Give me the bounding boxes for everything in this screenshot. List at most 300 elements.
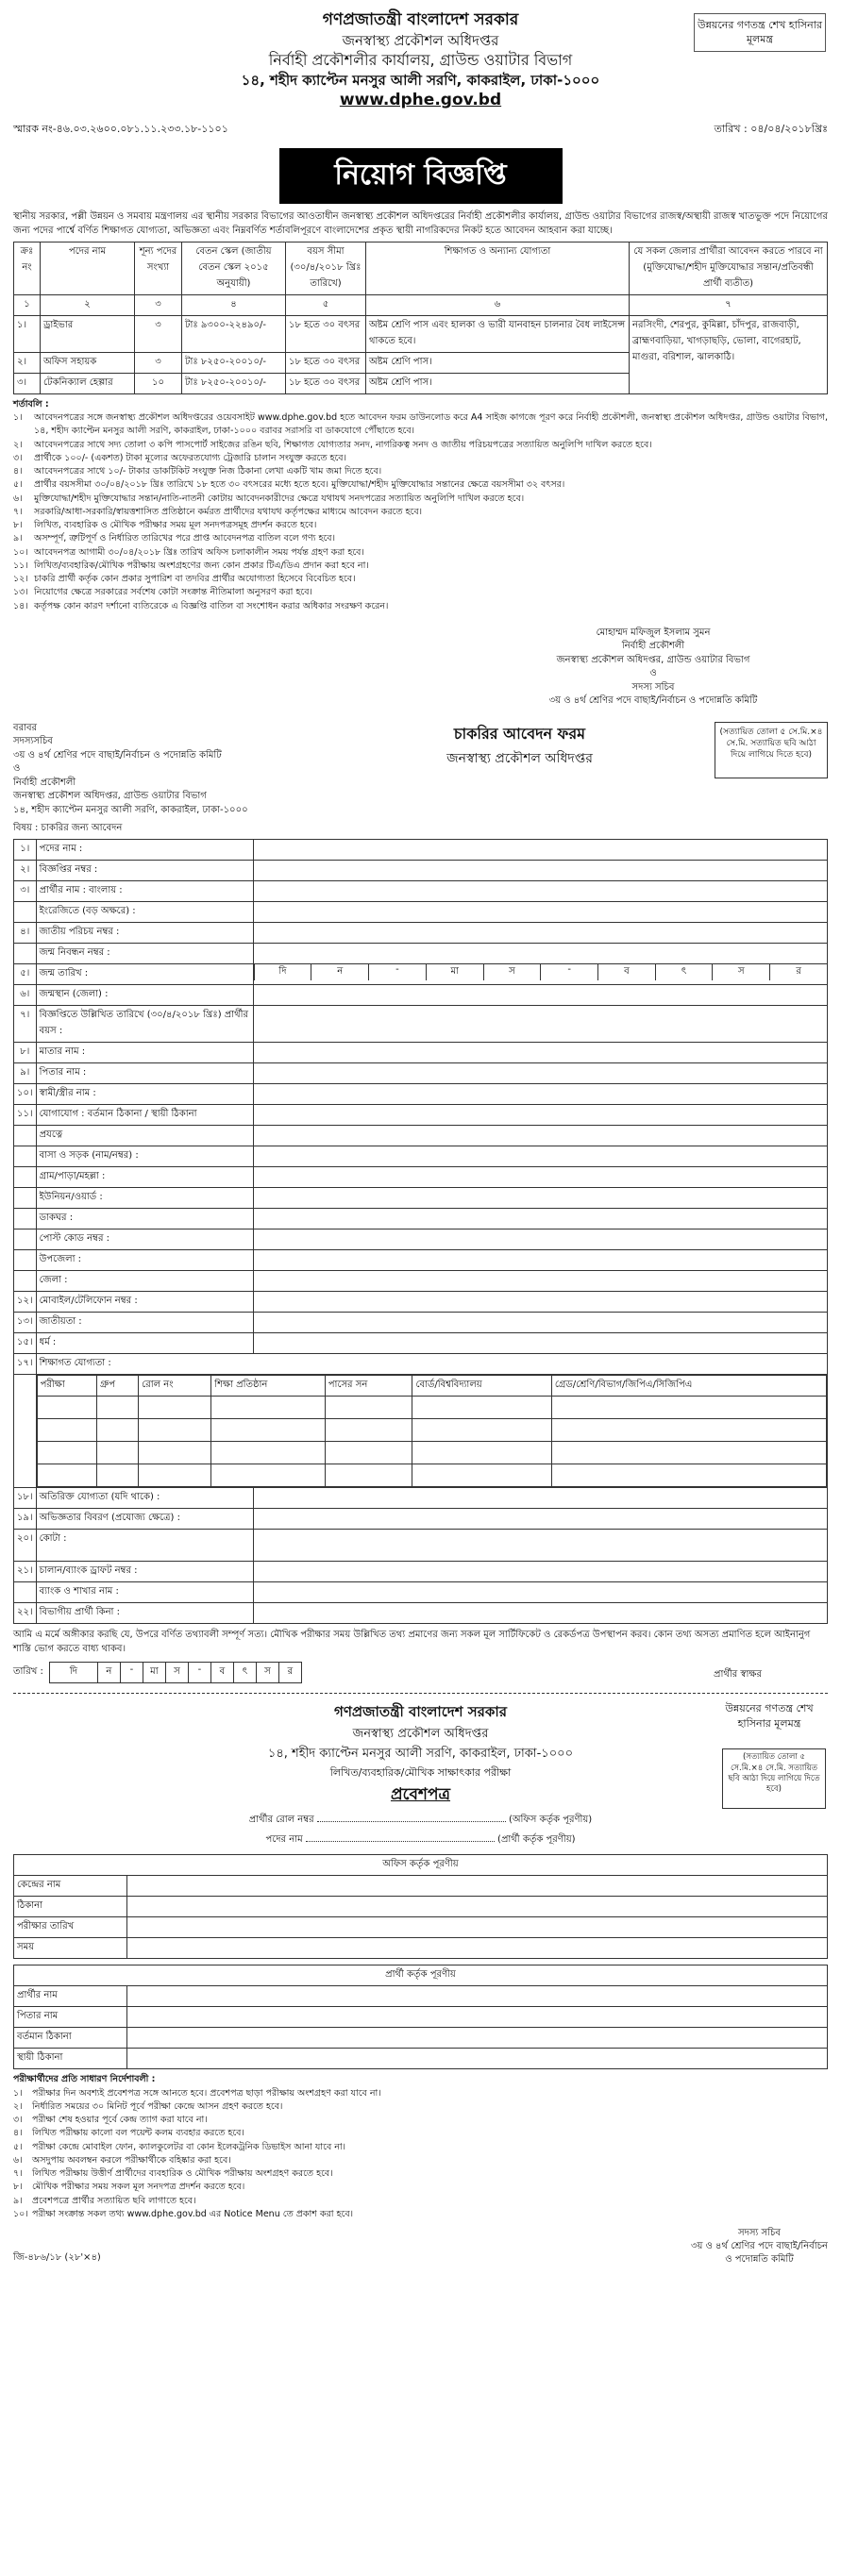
row-label: প্রযত্নে [36,1126,253,1146]
row-num: ১৫। [14,1333,37,1354]
post-office-field[interactable] [253,1209,827,1229]
dob-box: স [712,964,769,980]
cand-name-field[interactable] [127,1986,828,2007]
row-num [14,1250,37,1271]
row-label: জন্ম তারিখ : [36,964,253,985]
condition-item [13,546,828,560]
row-label: ধর্ম : [36,1333,253,1354]
cell: ২। [14,352,41,373]
cell: অষ্টম শ্রেণি পাস এবং হালকা ও ভারী যানবাহন চালনার বৈধ লাইসেন্স থাকতে হবে। [366,315,630,352]
to-line: ১৪, শহীদ ক্যাপ্টেন মনসুর আলী সরণি, কাকরাইল, ঢাকা-১০০০ [13,804,248,815]
dob-box: ৎ [655,964,713,980]
edu-row[interactable] [37,1442,826,1464]
row-label: বিজ্ঞপ্তিতে উল্লিখিত তারিখে (৩০/৪/২০১৮ খ্রিঃ) প্রার্থীর বয়স : [36,1006,253,1043]
instruction-item [13,2167,828,2181]
date-box: ব [210,1663,233,1682]
form-row [14,985,828,1006]
to-line: সদস্যসচিব [13,736,53,747]
condition-num: ৫। [13,479,23,491]
to-line: জনস্বাস্থ্য প্রকৌশল অধিদপ্তর, গ্রাউন্ড ওয়াটার বিভাগ [13,791,207,802]
row-label: শিক্ষাগত যোগ্যতা : [36,1354,827,1375]
cell: ৩। [14,373,41,393]
row-num [14,1582,37,1603]
applicant-signature[interactable]: প্রার্থীর স্বাক্ষর [714,1669,762,1681]
row-num [14,1146,37,1167]
row-label: জাতীয় পরিচয় নম্বর : [36,923,253,944]
admit-address: ১৪, শহীদ ক্যাপ্টেন মনসুর আলী সরণি, কাকরাইল, ঢাকা-১০০০ [267,1747,574,1762]
instr-text: অসদুপায় অবলম্বন করলে পরীক্ষার্থীকে বহিষ্কার করা হবে। [32,2154,231,2166]
phone-field[interactable] [253,1292,827,1313]
form-row [14,944,828,964]
date-box: র [278,1663,301,1682]
cand-label: পিতার নাম [14,2007,127,2028]
cell: ৩ [135,315,182,352]
row-num [14,1126,37,1146]
posts-header-row [14,242,828,294]
dob-box: র [769,964,827,980]
row-num: ২০। [14,1530,37,1562]
cell: ১। [14,315,41,352]
instr-text: পরীক্ষার দিন অবশ্যই প্রবেশপত্র সঙ্গে আনতে হবে। প্রবেশপত্র ছাড়া পরীক্ষায় অংশগ্রহণ করা যাবে না। [32,2087,381,2099]
declaration: আমি এ মর্মে অঙ্গীকার করছি যে, উপরে বর্ণিত তথ্যাবলী সম্পূর্ণ সত্য। মৌখিক পরীক্ষার সময় উল্লিখিত তথ্য প্রমাণের জন্য সকল মূল সার্টিফিকেট ও রেকর্ডপত্র উপস্থাপন করব। কোন তথ্য অসত্য প্রমাণিত হলে আইনানুগ শাস্তি ভোগ করতে বাধ্য থাকব। [13,1630,811,1655]
col-post: পদের নাম [41,242,135,294]
instr-text: পরীক্ষা শেষ হওয়ার পূর্বে কেন্দ্র ত্যাগ করা যাবে না। [32,2115,208,2126]
condition-num: ১৩। [13,587,28,598]
admit-title: প্রবেশপত্র [390,1785,451,1805]
condition-num: ২। [13,439,23,450]
birth-reg-field[interactable] [253,944,827,964]
cand-father-field[interactable] [127,2007,828,2028]
form-row [14,902,828,923]
signer-office: জনস্বাস্থ্য প্রকৌশল অধিদপ্তর, গ্রাউন্ড ওয়াটার বিভাগ [556,654,750,665]
instruction-item [13,2127,828,2140]
row-label: জেলা : [36,1271,253,1292]
cand-present-addr-field[interactable] [127,2028,828,2049]
condition-num: ১২। [13,574,28,585]
form-row [14,1063,828,1084]
row-num [14,902,37,923]
row-num [14,1229,37,1250]
instr-text: নির্ধারিত সময়ের ৩০ মিনিট পূর্বে পরীক্ষা কেন্দ্রে আসন গ্রহণ করতে হবে। [32,2100,283,2112]
form-row [14,1167,828,1188]
roll-field[interactable] [317,1821,506,1822]
form-row [14,1562,828,1582]
district-field[interactable] [253,1271,827,1292]
form-row [14,1354,828,1375]
candidate-table [13,1965,828,2069]
cell: ৩ [135,352,182,373]
form-row [14,1105,828,1126]
date-box: ন [97,1663,120,1682]
col-vacancy: শূন্য পদের সংখ্যা [135,242,182,294]
condition-num: ৪। [13,466,23,477]
admit-dept: জনস্বাস্থ্য প্রকৌশল অধিদপ্তর [352,1727,489,1742]
signer-role: সদস্য সচিব [631,681,675,693]
signer-title: নির্বাহী প্রকৌশলী [621,641,685,652]
edu-row[interactable] [37,1464,826,1487]
row-num: ১। [14,840,37,861]
upazila-field[interactable] [253,1250,827,1271]
instr-num: ১। [13,2087,23,2099]
row-label: যোগাযোগ : বর্তমান ঠিকানা / স্থায়ী ঠিকানা [36,1105,253,1126]
religion-field[interactable] [253,1333,827,1354]
cand-caption: প্রার্থী কর্তৃক পূরণীয় [14,1965,828,1986]
form-row [14,1271,828,1292]
centre-field[interactable] [127,1876,828,1897]
condition-num: ৬। [13,493,23,504]
row-label: অভিজ্ঞতার বিবরণ (প্রযোজ্য ক্ষেত্রে) : [36,1509,253,1530]
notice-number-field[interactable] [253,861,827,881]
website-link[interactable]: www.dphe.gov.bd [339,91,502,110]
union-field[interactable] [253,1188,827,1209]
application-form [13,839,828,1624]
ref-row [13,121,828,139]
notice-title: নিয়োগ বিজ্ঞপ্তি [279,148,563,204]
caption-row [14,1965,828,1986]
form-row [14,1313,828,1333]
condition-num: ১০। [13,546,28,558]
form-subtitle: জনস্বাস্থ্য প্রকৌশল অধিদপ্তর [446,750,593,766]
cand-label: প্রার্থীর নাম [14,1986,127,2007]
form-row [14,1084,828,1105]
posts-number-row [14,294,828,315]
date-box: - [120,1663,143,1682]
admit-footer [13,2227,828,2267]
notice-intro: স্থানীয় সরকার, পল্লী উন্নয়ন ও সমবায় মন্ত্রণালয় এর স্থানীয় সরকার বিভাগের আওতাধীন জনস্বাস্থ্য প্রকৌশল অধিদপ্তরের নির্বাহী প্রকৌশলীর কার্যালয়, গ্রাউন্ড ওয়াটার বিভাগের রাজস্ব/অস্থায়ী রাজস্ব খাতভুক্ত পদে নিয়োগের জন্য পদের পার্শ্বে বর্ণিত শিক্ষাগত যোগ্যতা, অভিজ্ঞতা এবং নিম্নবর্ণিত শর্তাবলিপূরণে বাংলাদেশের প্রকৃত স্থায়ী নাগরিকদের নিকট হতে আবেদন আহবান করা যাচ্ছে। [13,210,828,236]
post-code-field[interactable] [253,1229,827,1250]
condition-item [13,411,828,439]
print-code: জি-৪৮৬/১৮ (২৮'×৪) [13,2252,101,2264]
row-label: অতিরিক্ত যোগ্যতা (যদি থাকে) : [36,1488,253,1509]
num-cell: ৫ [286,294,366,315]
form-row [14,861,828,881]
form-row [14,1530,828,1562]
dob-box: স [483,964,541,980]
office-label: পরীক্ষার তারিখ [14,1917,127,1938]
conditions [13,398,828,613]
edu-row[interactable] [37,1419,826,1442]
form-row [14,1375,828,1488]
office-address: ১৪, শহীদ ক্যাপ্টেন মনসুর আলী সরণি, কাকরাইল, ঢাকা-১০০০ [241,71,600,89]
instr-num: ৭। [13,2168,23,2180]
date-box: - [188,1663,210,1682]
cell: ১৮ হতে ৩০ বৎসর [286,373,366,393]
office-label: সময় [14,1938,127,1959]
dob-box: - [540,964,597,980]
num-cell: ৬ [366,294,630,315]
form-row [14,1292,828,1313]
row-label: পদের নাম : [36,840,253,861]
spouse-name-field[interactable] [253,1084,827,1105]
instr-num: ৫। [13,2141,23,2152]
office-table [13,1854,828,1959]
gov-name: গণপ্রজাতন্ত্রী বাংলাদেশ সরকার [322,10,519,29]
admit-photo-box[interactable]: (সত্যায়িত তোলা ৫ সে.মি.×৪ সে.মি. সত্যায়িত ছবি আঠা দিয়ে লাগিয়ে দিতে হবে) [722,1748,826,1809]
address-header [253,1105,827,1126]
row-num: ১২। [14,1292,37,1313]
col-qualification: শিক্ষাগত ও অন্যান্য যোগ্যতা [366,242,630,294]
care-of-field[interactable] [253,1126,827,1146]
admit-card [13,1693,828,2267]
form-row [14,923,828,944]
age-field[interactable] [253,1006,827,1043]
row-label: জন্মস্থান (জেলা) : [36,985,253,1006]
condition-text: সরকারি/আধা-সরকারি/স্বায়ত্তশাসিত প্রতিষ্ঠানে কর্মরত প্রার্থীদের যথাযথ কর্তৃপক্ষের মাধ্যমে আবেদন করতে হবে। [34,506,423,517]
instruction-item [13,2181,828,2194]
row-label: বিভাগীয় প্রার্থী কিনা : [36,1603,253,1624]
form-row [14,1509,828,1530]
row-label: পোস্ট কোড নম্বর : [36,1229,253,1250]
condition-num: ৯। [13,533,23,544]
row-label: বিজ্ঞপ্তির নম্বর : [36,861,253,881]
edu-col: গ্রুপ [96,1376,138,1397]
row-label: মাতার নাম : [36,1043,253,1063]
office-label: ঠিকানা [14,1897,127,1917]
edu-col: রোল নং [139,1376,211,1397]
condition-num: ৩। [13,452,23,463]
declaration-date [13,1662,302,1683]
name-bangla-field[interactable] [253,881,827,902]
condition-num: ৭। [13,506,23,517]
form-row [14,1209,828,1229]
cell: নরসিংদী, শেরপুর, কুমিল্লা, চাঁদপুর, রাজবাড়ী, ব্রাহ্মণবাড়িয়া, খাগড়াছড়ি, ভোলা, বাগেরহাট, মাগুরা, বরিশাল, ঝালকাঠি। [630,315,828,393]
row-num: ৪। [14,923,37,944]
row-num: ১৮। [14,1488,37,1509]
roll-note: (অফিস কর্তৃক পূরণীয়) [509,1815,593,1826]
instruction-item [13,2141,828,2154]
admit-motto: উন্নয়নের গণতন্ত্র শেখ হাসিনার মূলমন্ত্র [725,1702,814,1730]
to-line: বরাবর [13,722,38,733]
condition-num: ১৪। [13,600,28,611]
instr-text: প্রবেশপত্রে প্রার্থীর সত্যায়িত ছবি লাগাতে হবে। [32,2195,196,2206]
date-box: স [256,1663,278,1682]
condition-text: আবেদনপত্র আগামী ৩০/০৪/২০১৮ খ্রিঃ তারিখ অফিস চলাকালীন সময় পর্যন্ত গ্রহণ করা হবে। [34,546,364,558]
father-name-field[interactable] [253,1063,827,1084]
bank-field[interactable] [253,1582,827,1603]
exam-date-field[interactable] [127,1917,828,1938]
instr-num: ৪। [13,2128,23,2139]
condition-text: লিখিত/ব্যবহারিক/মৌখিক পরীক্ষায় অংশগ্রহণের জন্য কোন প্রকার টিএ/ডিএ প্রদান করা হবে না। [34,560,369,571]
signer-and: ও [649,668,657,679]
centre-address-field[interactable] [127,1897,828,1917]
num-cell: ১ [14,294,41,315]
instr-text: লিখিত পরীক্ষায় উত্তীর্ণ প্রার্থীদের ব্যবহারিক ও মৌখিক পরীক্ষায় অংশগ্রহণ করতে হবে। [32,2168,333,2180]
instr-text: লিখিত পরীক্ষায় কালো বল পয়েন্ট কলম ব্যবহার করতে হবে। [32,2128,244,2139]
sec-line: ও পদোন্নতি কমিটি [725,2254,794,2266]
cell: ১০ [135,373,182,393]
condition-item [13,439,828,452]
quota-field[interactable] [253,1530,827,1562]
condition-item [13,519,828,532]
instruction-item [13,2208,828,2221]
num-cell: ৩ [135,294,182,315]
photo-box[interactable]: (সত্যায়িত তোলা ৫ সে.মি.×৪ সে.মি. সত্যায়িত ছবি আঠা দিয়ে লাগিয়ে দিতে হবে) [715,722,828,778]
condition-item [13,532,828,545]
form-subject: বিষয় : চাকরির জন্য আবেদন [13,823,123,834]
form-top [13,722,828,818]
nid-field[interactable] [253,923,827,944]
post-row [14,315,828,352]
row-label: বাসা ও সড়ক (নাম/নম্বর) : [36,1146,253,1167]
edu-col: পরীক্ষা [37,1376,96,1397]
condition-num: ১১। [13,560,28,571]
conditions-title: শর্তাবলি : [13,398,49,410]
condition-num: ১। [13,412,23,424]
dob-field[interactable] [253,964,827,985]
condition-item [13,573,828,586]
office-row [14,1876,828,1897]
row-num: ৮। [14,1043,37,1063]
cell: ১৮ হতে ৩০ বৎসর [286,315,366,352]
memo-number: স্মারক নং-৪৬.০৩.২৬০০.০৮১.১১.২৩৩.১৮-১১০১ [13,122,228,135]
edu-col: বোর্ড/বিশ্ববিদ্যালয় [412,1376,551,1397]
row-num: ১৯। [14,1509,37,1530]
edu-col: গ্রেড/শ্রেণি/বিভাগ/জিপিএ/সিজিপিএ [551,1376,826,1397]
nationality-field[interactable] [253,1313,827,1333]
date-boxes[interactable] [49,1662,302,1683]
name-english-field[interactable] [253,902,827,923]
condition-item [13,452,828,465]
instruction-item [13,2154,828,2167]
form-row [14,840,828,861]
admit-post-field[interactable] [306,1841,495,1842]
row-label: গ্রাম/পাড়া/মহল্লা : [36,1167,253,1188]
condition-text: আবেদনপত্রের সঙ্গে জনস্বাস্থ্য প্রকৌশল অধিদপ্তরের ওয়েবসাইট www.dphe.gov.bd হতে আবেদন ফরম ডাউনলোড করে A4 সাইজ কাগজে পূরণ করে নির্বাহী প্রকৌশলী, জনস্বাস্থ্য প্রকৌশল অধিদপ্তর, গ্রাউন্ড ওয়াটার বিভাগ, ১৪, শহীদ ক্যাপ্টেন মনসুর আলী সরণি, কাকরাইল, ঢাকা-১০০০ বরাবর সরাসরি বা ডাকযোগে পৌঁছাতে হবে। [34,412,828,437]
num-cell: ৪ [182,294,286,315]
sec-line: ৩য় ও ৪র্থ শ্রেণির পদে বাছাই/নির্বাচন [690,2241,828,2252]
cand-permanent-addr-field[interactable] [127,2049,828,2069]
date-label: তারিখ : [13,1666,43,1678]
row-label: স্বামী/স্ত্রীর নাম : [36,1084,253,1105]
row-num: ৫। [14,964,37,985]
cand-row [14,2007,828,2028]
cell: টাঃ ৯৩০০-২২৪৯০/- [182,315,286,352]
row-label: উপজেলা : [36,1250,253,1271]
row-label: পিতার নাম : [36,1063,253,1084]
row-num: ১১। [14,1105,37,1126]
num-cell: ৭ [630,294,828,315]
office-name: নির্বাহী প্রকৌশলীর কার্যালয়, গ্রাউন্ড ওয়াটার বিভাগ [268,51,573,70]
cell: অফিস সহায়ক [41,352,135,373]
post-name-field[interactable] [253,840,827,861]
birthplace-field[interactable] [253,985,827,1006]
instruction-item [13,2195,828,2208]
row-num: ২। [14,861,37,881]
dob-boxes [254,964,827,980]
instructions [13,2073,828,2221]
dob-box: - [368,964,426,980]
office-row [14,1917,828,1938]
post-label: পদের নাম [265,1834,303,1846]
form-row [14,1250,828,1271]
to-line: ও [13,763,21,775]
motto-box: উন্নয়নের গণতন্ত্র শেখ হাসিনার মূলমন্ত্র [694,13,826,52]
form-row [14,964,828,985]
instr-text: পরীক্ষা কেন্দ্রে মোবাইল ফোন, ক্যালকুলেটর বা কোন ইলেকট্রনিক ডিভাইস আনা যাবে না। [32,2141,346,2152]
instruction-item [13,2114,828,2127]
edu-row[interactable] [37,1397,826,1419]
row-num: ৬। [14,985,37,1006]
condition-text: অসম্পূর্ণ, ত্রুটিপূর্ণ ও নির্ধারিত তারিখের পরে প্রাপ্ত আবেদনপত্র বাতিল বলে গণ্য হবে। [34,533,335,544]
cand-label: স্থায়ী ঠিকানা [14,2049,127,2069]
dob-box: ব [597,964,655,980]
signer-name: মোহাম্মদ মফিজুল ইসলাম সুমন [596,627,711,638]
condition-text: লিখিত, ব্যবহারিক ও মৌখিক পরীক্ষার সময় মূল সনদপত্রসমূহ প্রদর্শন করতে হবে। [34,520,317,531]
condition-text: আবেদনপত্রের সাথে সদ্য তোলা ৩ কপি পাসপোর্ট সাইজের রঙিন ছবি, শিক্ষাগত যোগ্যতার সনদ, নাগরিকত্ব সনদ ও জাতীয় পরিচয়পত্রের সত্যায়িত অনুলিপি দাখিল করতে হবে। [34,439,652,450]
row-num: ১৭। [14,1354,37,1375]
instr-num: ৮। [13,2182,23,2193]
challan-field[interactable] [253,1562,827,1582]
cell: ড্রাইভার [41,315,135,352]
post-note: (প্রার্থী কর্তৃক পূরণীয়) [497,1834,576,1846]
extra-qual-field[interactable] [253,1488,827,1509]
cell: টাঃ ৮২৫০-২০০১০/- [182,373,286,393]
house-road-field[interactable] [253,1146,827,1167]
dept-name: জনস্বাস্থ্য প্রকৌশল অধিদপ্তর [342,31,499,49]
experience-field[interactable] [253,1509,827,1530]
row-label: ইউনিয়ন/ওয়ার্ড : [36,1188,253,1209]
form-row [14,1146,828,1167]
form-row [14,1006,828,1043]
cand-row [14,2028,828,2049]
cell: অষ্টম শ্রেণি পাস। [366,352,630,373]
condition-item [13,600,828,613]
row-num [14,1209,37,1229]
form-row [14,881,828,902]
row-num [14,1167,37,1188]
form-row [14,1333,828,1354]
row-label: চালান/ব্যাংক ড্রাফট নম্বর : [36,1562,253,1582]
office-row [14,1938,828,1959]
row-num [14,1188,37,1209]
dob-box: ন [311,964,368,980]
roll-label: প্রার্থীর রোল নম্বর [248,1815,314,1826]
cell: টাঃ ৮২৫০-২০০১০/- [182,352,286,373]
roll-row [13,1813,828,1829]
cell: ১৮ হতে ৩০ বৎসর [286,352,366,373]
condition-item [13,586,828,599]
row-num [14,1271,37,1292]
row-label: কোটা : [36,1530,253,1562]
cell: টেকনিক্যাল হেল্পার [41,373,135,393]
exam-time-field[interactable] [127,1938,828,1959]
village-field[interactable] [253,1167,827,1188]
declaration-sign-row [13,1662,828,1683]
office-row [14,1897,828,1917]
mother-name-field[interactable] [253,1043,827,1063]
row-num [14,944,37,964]
condition-text: কর্তৃপক্ষ কোন কারণ দর্শানো ব্যতিরেকে এ বিজ্ঞপ্তি বাতিল বা সংশোধন করার অধিকার সংরক্ষণ করেন। [34,600,389,611]
row-num: ৯। [14,1063,37,1084]
condition-item [13,506,828,519]
col-serial: ক্রঃ নং [14,242,41,294]
form-title-block [446,722,593,818]
signer-committee: ৩য় ও ৪র্থ শ্রেণির পদে বাছাই/নির্বাচন ও পদোন্নতি কমিটি [548,695,758,707]
num-cell: ২ [41,294,135,315]
row-num: ১০। [14,1084,37,1105]
to-line: নির্বাহী প্রকৌশলী [13,777,76,788]
date-box: মা [143,1663,165,1682]
instruction-item [13,2087,828,2100]
condition-text: প্রার্থীকে ১০০/- (একশত) টাকা মূল্যের অফেরতযোগ্য ট্রেজারি চালান সংযুক্ত করতে হবে। [34,452,346,463]
condition-text: আবেদনপত্রের সাথে ১০/- টাকার ডাকটিকিট সংযুক্ত নিজ ঠিকানা লেখা একটি খাম জমা দিতে হবে। [34,466,382,477]
instr-num: ১০। [13,2208,28,2219]
col-age: বয়স সীমা (৩০/৪/২০১৮ খ্রিঃ তারিখে) [286,242,366,294]
col-districts: যে সকল জেলার প্রার্থীরা আবেদন করতে পারবে না (মুক্তিযোদ্ধা/শহীদ মুক্তিযোদ্ধার সন্তান/প্রতিবন্ধী প্রার্থী ব্যতীত) [630,242,828,294]
notice-date: তারিখ : ০৪/০৪/২০১৮খ্রিঃ [714,122,828,135]
departmental-field[interactable] [253,1603,827,1624]
form-row [14,1488,828,1509]
